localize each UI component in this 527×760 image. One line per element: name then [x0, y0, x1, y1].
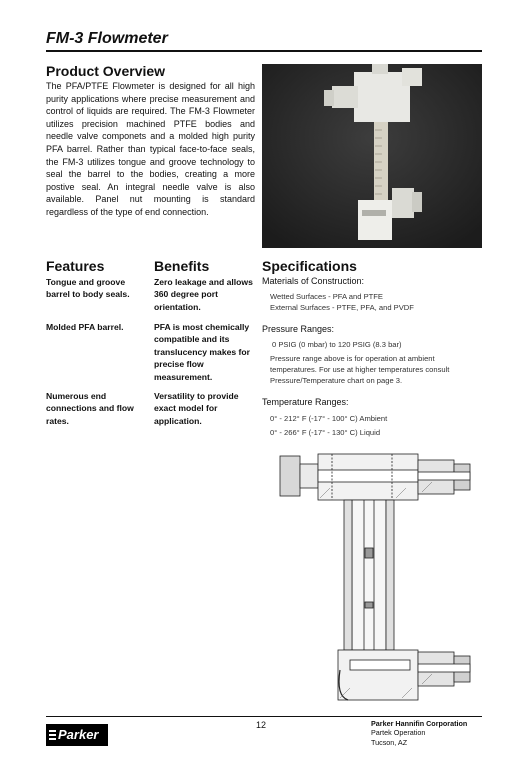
- parker-logo: [46, 724, 108, 746]
- wetted-surfaces: Wetted Surfaces - PFA and PTFE: [270, 292, 383, 301]
- benefits-heading: Benefits: [154, 258, 210, 274]
- pressure-note: Pressure range above is for operation at ambient temperatures. For use at higher temperatures consult Pressure/Temperature chart on page 3.: [270, 354, 450, 386]
- division-name: Partek Operation: [371, 728, 426, 738]
- benefit-item: Versatility to provide exact model for application.: [154, 391, 239, 426]
- temperature-liquid: 0° - 266° F (-17° - 130° C) Liquid: [270, 428, 381, 437]
- document-title: FM-3 Flowmeter: [46, 30, 168, 47]
- temperature-label: Temperature Ranges:: [262, 397, 349, 407]
- pressure-range: 0 PSIG (0 mbar) to 120 PSIG (8.3 bar): [272, 340, 402, 349]
- company-address: [371, 719, 467, 747]
- overview-text: The PFA/PTFE Flowmeter is designed for all high purity applications where precise measurement and control of liquids are required. The FM-3 Flowmeter utilizes precision machined PTFE bodies and needle valve componets and a molded high purity PFA barrel. Rather than typical face-to-face seals, the FM-3 utilizes tongue and groove technology to seal the barrel to the bodies, creating a more postive seal. An integral needle valve is also available. Panel nut mounting is standard regardless of the type of end connection.: [46, 81, 255, 217]
- specifications-heading: Specifications: [262, 258, 357, 274]
- pressure-label: Pressure Ranges:: [262, 324, 335, 334]
- features-heading: Features: [46, 258, 105, 274]
- logo-text: Parker: [58, 727, 99, 742]
- cross-section-drawing: [272, 452, 480, 710]
- feature-item: Numerous end connections and flow rates.: [46, 391, 134, 426]
- company-name: Parker Hannifin Corporation: [371, 719, 468, 728]
- product-photo: [262, 64, 482, 248]
- benefit-item: PFA is most chemically compatible and its translucency makes for precise flow measurement.: [154, 322, 251, 382]
- header-rule: [46, 50, 482, 52]
- feature-item: Molded PFA barrel.: [46, 322, 124, 332]
- materials-label: Materials of Construction:: [262, 276, 365, 286]
- benefit-item: Zero leakage and allows 360 degree port orientation.: [154, 277, 253, 312]
- footer-rule: [46, 716, 482, 717]
- feature-item: Tongue and groove barrel to body seals.: [46, 277, 130, 300]
- temperature-ambient: 0° - 212° F (-17° - 100° C) Ambient: [270, 414, 388, 423]
- external-surfaces: External Surfaces - PTFE, PFA, and PVDF: [270, 303, 414, 312]
- overview-heading: Product Overview: [46, 63, 166, 79]
- company-city: Tucson, AZ: [371, 737, 408, 747]
- page-number: 12: [256, 720, 267, 730]
